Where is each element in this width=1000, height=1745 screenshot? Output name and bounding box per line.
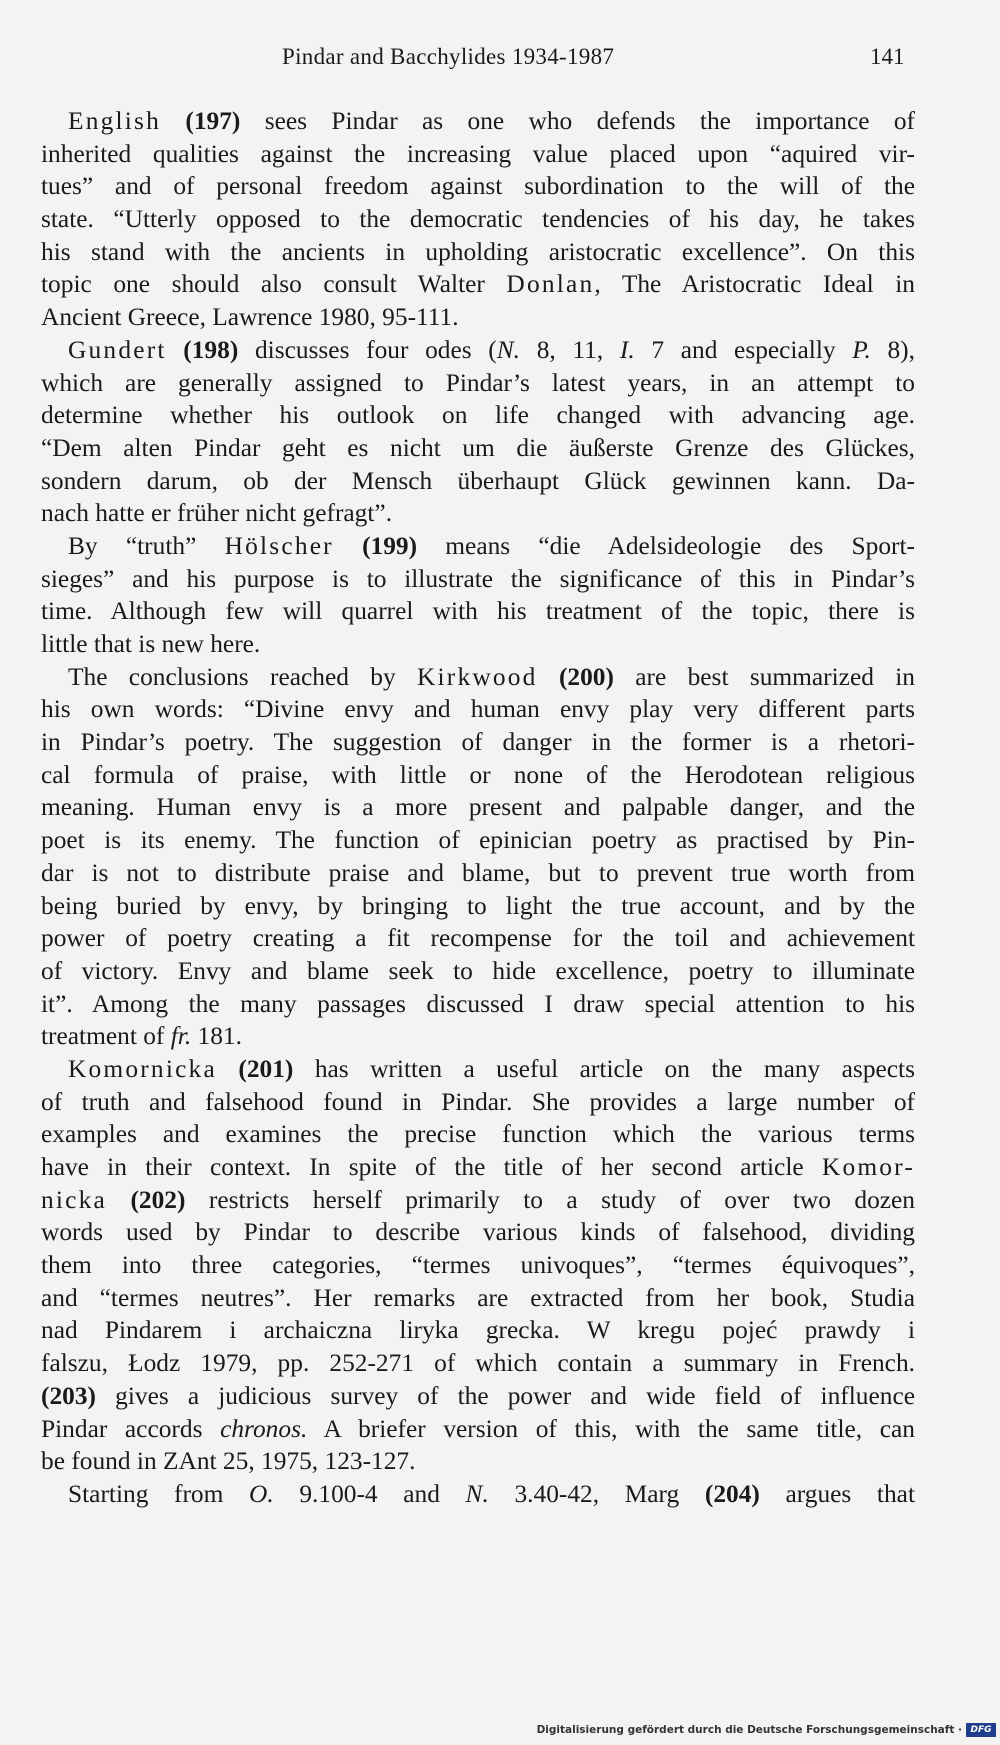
text-span: discusses four odes ( [238, 335, 497, 364]
reference-number: (201) [238, 1054, 294, 1083]
text-span: fr. [170, 1022, 192, 1051]
text-span: 9.100-4 and [273, 1479, 466, 1508]
text-span: I. [619, 335, 635, 364]
text-line: tues” and of personal freedom against subordination to the will of the [41, 172, 915, 201]
dfg-logo-icon: DFG [966, 1723, 996, 1737]
text-line [41, 1184, 915, 1217]
text-line: and “termes neutres”. Her remarks are extracted from her book, Studia [41, 1283, 915, 1312]
text-span: restricts herself primarily to a study of over two dozen [185, 1185, 915, 1214]
text-span: By “truth” [68, 531, 225, 560]
text-line [41, 334, 915, 367]
text-line: inherited qualities against the increasing value placed upon “aquired vir- [41, 139, 915, 168]
text-span: A briefer version of this, with the same title, can [307, 1414, 915, 1443]
text-span: has written a useful article on the many aspects [293, 1054, 915, 1083]
text-span: P. [852, 335, 871, 364]
text-line: be found in ZAnt 25, 1975, 123-127. [41, 1447, 416, 1476]
text-line [41, 1380, 915, 1413]
text-line: which are generally assigned to Pindar’s latest years, in an attempt to [41, 368, 915, 397]
text-span: 8), [870, 335, 915, 364]
text-span: N. [496, 335, 521, 364]
text-line: his own words: “Divine envy and human envy play very different parts [41, 695, 915, 724]
text-line: in Pindar’s poetry. The suggestion of danger in the former is a rhetori- [41, 728, 915, 757]
text-span: 8, 11, [520, 335, 620, 364]
text-line: falszu, Łodz 1979, pp. 252-271 of which contain a summary in French. [41, 1349, 915, 1378]
author-name: Komor- [821, 1153, 915, 1181]
text-line: determine whether his outlook on life changed with advancing age. [41, 401, 915, 430]
author-name: nicka [41, 1185, 107, 1214]
text-line: state. “Utterly opposed to the democratic tendencies of his day, he takes [41, 205, 915, 234]
text-line [41, 1478, 915, 1511]
text-line: “Dem alten Pindar geht es nicht um die äußerste Grenze des Glückes, [41, 433, 915, 462]
text-line: meaning. Human envy is a more present and palpable danger, and the [41, 793, 915, 822]
text-span: argues that [759, 1479, 916, 1508]
text-line: them into three categories, “termes univoques”, “termes équivoques”, [41, 1251, 915, 1280]
text-span: chronos. [220, 1414, 308, 1443]
reference-number: (202) [130, 1185, 186, 1214]
text-line [41, 530, 915, 563]
paragraph-kirkwood [41, 661, 915, 1053]
reference-number: (199) [362, 531, 418, 560]
text-span: 7 and especially [634, 335, 853, 364]
text-span: topic one should also consult Walter [41, 270, 507, 299]
text-line: nad Pindarem i archaiczna liryka grecka. W kregu pojeć prawdy i [41, 1316, 915, 1345]
paragraph-marg [41, 1478, 915, 1511]
text-line: poet is its enemy. The function of epinician poetry as practised by Pin- [41, 826, 915, 855]
page-header [0, 44, 1000, 84]
paragraph-komornicka [41, 1053, 915, 1478]
reference-number: (203) [41, 1381, 96, 1410]
text-span: , The Aristocratic Ideal in [594, 270, 915, 299]
text-span: gives a judicious survey of the power and wide field of influence [96, 1381, 915, 1410]
text-line: examples and examines the precise function which the various terms [41, 1120, 915, 1149]
digitization-footer [0, 1723, 1000, 1743]
text-line: cal formula of praise, with little or none of the Herodotean religious [41, 760, 915, 789]
text-line: his stand with the ancients in upholding aristocratic excellence”. On this [41, 237, 915, 266]
page-number: 141 [870, 44, 905, 69]
text-line: little that is new here. [41, 630, 261, 658]
text-span: N. [465, 1479, 489, 1508]
text-line [41, 661, 915, 694]
text-line: dar is not to distribute praise and blame, but to prevent true worth from [41, 858, 915, 887]
reference-number: (197) [185, 107, 241, 135]
author-name: Kirkwood [417, 662, 538, 691]
paragraph-english [41, 105, 915, 334]
reference-number: (200) [558, 662, 614, 691]
paragraph-holscher [41, 530, 915, 661]
text-line [41, 268, 915, 301]
text-span: O. [249, 1479, 274, 1508]
text-span: are best summarized in [613, 662, 915, 691]
paragraph-gundert [41, 334, 915, 530]
reference-number: (198) [183, 335, 239, 364]
author-name: Gundert [68, 335, 167, 364]
text-span: The conclusions reached by [68, 662, 418, 691]
text-line: words used by Pindar to describe various kinds of falsehood, dividing [41, 1218, 915, 1247]
text-line [41, 105, 915, 138]
running-title: Pindar and Bacchylides 1934-1987 [282, 44, 615, 69]
text-line [41, 1020, 915, 1053]
text-line: time. Although few will quarrel with his treatment of the topic, there is [41, 597, 915, 626]
text-span: Pindar accords [41, 1414, 221, 1443]
text-line: of truth and falsehood found in Pindar. She provides a large number of [41, 1087, 915, 1116]
text-line: it”. Among the many passages discussed I draw special attention to his [41, 989, 915, 1018]
author-name: Komornicka [68, 1054, 217, 1083]
text-line: sieges” and his purpose is to illustrate the significance of this in Pindar’s [41, 564, 915, 593]
text-line: being buried by envy, by bringing to light the true account, and by the [41, 891, 915, 920]
text-span: have in their context. In spite of the title of her second article [41, 1153, 822, 1181]
reference-number: (204) [704, 1479, 760, 1508]
body-text [41, 105, 915, 1511]
text-line: power of poetry creating a fit recompense for the toil and achievement [41, 924, 915, 953]
text-span: sees Pindar as one who defends the importance of [240, 107, 915, 135]
text-line [41, 1413, 915, 1446]
text-line: nach hatte er früher nicht gefragt”. [41, 499, 393, 528]
author-name: Donlan [506, 270, 595, 299]
text-span: treatment of [41, 1022, 171, 1051]
author-name: English [68, 107, 161, 135]
text-span: Starting from [68, 1479, 250, 1508]
text-line: of victory. Envy and blame seek to hide excellence, poetry to illuminate [41, 956, 915, 985]
author-name: Hölscher [224, 531, 334, 560]
text-span: 3.40-42, Marg [488, 1479, 705, 1508]
text-span: means “die Adelsideologie des Sport- [417, 531, 915, 560]
text-line [41, 1053, 915, 1086]
funding-note: Digitalisierung gefördert durch die Deutsche Forschungsgemeinschaft · [536, 1724, 962, 1736]
text-line [41, 1151, 915, 1184]
text-line: sondern darum, ob der Mensch überhaupt Glück gewinnen kann. Da- [41, 466, 915, 495]
text-line: Ancient Greece, Lawrence 1980, 95-111. [41, 303, 459, 332]
text-span: 181. [191, 1022, 242, 1051]
